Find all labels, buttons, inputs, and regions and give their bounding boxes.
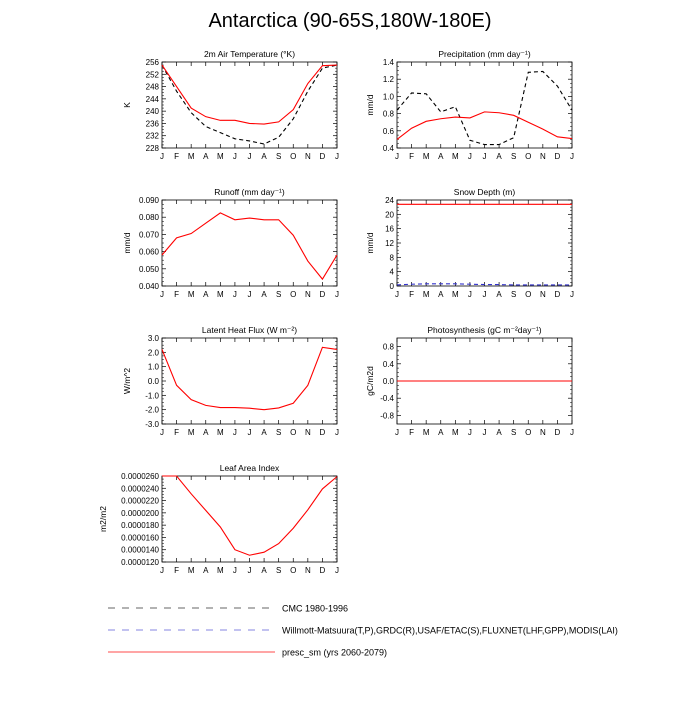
x-tick-label: N xyxy=(540,152,546,161)
x-tick-label: J xyxy=(395,290,399,299)
plot-frame xyxy=(162,200,337,286)
x-tick-label: J xyxy=(248,290,252,299)
y-tick-label: 3.0 xyxy=(148,334,160,343)
y-tick-label: 0.4 xyxy=(383,360,395,369)
y-tick-label: 0.8 xyxy=(383,110,395,119)
x-tick-label: F xyxy=(409,290,414,299)
x-tick-label: O xyxy=(525,290,531,299)
y-tick-label: 8 xyxy=(390,253,395,262)
x-tick-label: O xyxy=(525,152,531,161)
x-tick-label: F xyxy=(409,428,414,437)
x-tick-label: D xyxy=(320,152,326,161)
x-tick-label: M xyxy=(452,152,459,161)
x-tick-label: O xyxy=(290,290,296,299)
x-tick-label: S xyxy=(276,566,281,575)
y-tick-label: 0.0000140 xyxy=(121,546,159,555)
x-tick-label: A xyxy=(203,290,209,299)
x-tick-label: A xyxy=(496,428,502,437)
x-tick-label: O xyxy=(290,428,296,437)
legend-label-1: CMC 1980-1996 xyxy=(282,604,348,614)
legend-label-3: presc_sm (yrs 2060-2079) xyxy=(282,648,387,658)
x-tick-label: A xyxy=(203,566,209,575)
x-tick-label: J xyxy=(160,290,164,299)
y-tick-label: 1.4 xyxy=(383,58,395,67)
x-tick-label: N xyxy=(540,290,546,299)
panel-1 xyxy=(122,49,339,161)
x-tick-label: A xyxy=(496,152,502,161)
x-tick-label: F xyxy=(174,428,179,437)
series-line-2 xyxy=(162,65,337,124)
y-axis-label: mm/d xyxy=(365,232,375,254)
legend xyxy=(108,604,618,658)
y-tick-label: 0.0000200 xyxy=(121,509,159,518)
x-tick-label: S xyxy=(276,152,281,161)
y-tick-label: 16 xyxy=(385,225,394,234)
x-tick-label: M xyxy=(188,152,195,161)
x-tick-label: N xyxy=(305,152,311,161)
x-tick-label: M xyxy=(217,152,224,161)
y-tick-label: -0.4 xyxy=(380,394,394,403)
y-tick-label: 0.060 xyxy=(139,248,160,257)
x-tick-label: M xyxy=(188,290,195,299)
panel-2 xyxy=(365,49,574,161)
y-tick-label: 0.090 xyxy=(139,196,160,205)
x-tick-label: A xyxy=(438,152,444,161)
panel-5 xyxy=(122,325,339,437)
plot-frame xyxy=(162,338,337,424)
x-tick-label: J xyxy=(160,566,164,575)
plot-frame xyxy=(397,62,572,148)
x-tick-label: J xyxy=(160,428,164,437)
y-axis-label: W/m^2 xyxy=(122,368,132,394)
series-line-1 xyxy=(162,347,337,409)
x-tick-label: F xyxy=(174,566,179,575)
y-tick-label: 232 xyxy=(146,132,160,141)
x-tick-label: A xyxy=(203,152,209,161)
y-tick-label: 20 xyxy=(385,210,394,219)
x-tick-label: J xyxy=(395,152,399,161)
y-tick-label: 0.4 xyxy=(383,144,395,153)
y-tick-label: 24 xyxy=(385,196,394,205)
x-tick-label: D xyxy=(555,152,561,161)
x-tick-label: A xyxy=(261,152,267,161)
x-tick-label: A xyxy=(438,428,444,437)
x-tick-label: N xyxy=(305,566,311,575)
y-tick-label: 2.0 xyxy=(148,348,160,357)
panel-title: Snow Depth (m) xyxy=(454,187,516,197)
x-tick-label: N xyxy=(305,290,311,299)
y-tick-label: -1.0 xyxy=(145,391,159,400)
x-tick-label: D xyxy=(320,566,326,575)
x-tick-label: J xyxy=(468,290,472,299)
x-tick-label: J xyxy=(570,152,574,161)
x-tick-label: O xyxy=(290,566,296,575)
x-tick-label: J xyxy=(233,152,237,161)
panel-title: Leaf Area Index xyxy=(220,463,280,473)
x-tick-label: N xyxy=(540,428,546,437)
x-tick-label: J xyxy=(483,428,487,437)
y-tick-label: 0.6 xyxy=(383,127,395,136)
x-tick-label: A xyxy=(261,290,267,299)
x-tick-label: J xyxy=(483,152,487,161)
y-tick-label: 1.0 xyxy=(148,363,160,372)
panel-title: Latent Heat Flux (W m⁻²) xyxy=(202,325,297,335)
x-tick-label: D xyxy=(320,290,326,299)
plot-frame xyxy=(397,200,572,286)
x-tick-label: J xyxy=(248,152,252,161)
y-tick-label: 0.0 xyxy=(148,377,160,386)
x-tick-label: J xyxy=(483,290,487,299)
y-tick-label: -0.8 xyxy=(380,411,394,420)
x-tick-label: S xyxy=(511,290,516,299)
y-tick-label: 244 xyxy=(146,95,160,104)
y-tick-label: 1.0 xyxy=(383,92,395,101)
y-tick-label: 0.040 xyxy=(139,282,160,291)
y-axis-label: mm/d xyxy=(365,94,375,116)
x-tick-label: J xyxy=(395,428,399,437)
x-tick-label: J xyxy=(335,290,339,299)
x-tick-label: J xyxy=(160,152,164,161)
series-line-2 xyxy=(397,112,572,140)
panel-title: Precipitation (mm day⁻¹) xyxy=(438,49,531,59)
y-tick-label: 12 xyxy=(385,239,394,248)
y-axis-label: K xyxy=(122,102,132,108)
x-tick-label: A xyxy=(496,290,502,299)
x-tick-label: D xyxy=(320,428,326,437)
y-tick-label: 0.8 xyxy=(383,343,395,352)
y-tick-label: 248 xyxy=(146,83,160,92)
y-tick-label: 256 xyxy=(146,58,160,67)
series-line-1 xyxy=(162,476,337,555)
x-tick-label: J xyxy=(335,428,339,437)
y-tick-label: 0.080 xyxy=(139,213,160,222)
y-axis-label: mm/d xyxy=(122,232,132,254)
x-tick-label: J xyxy=(570,290,574,299)
panel-3 xyxy=(122,187,339,299)
x-tick-label: S xyxy=(511,152,516,161)
x-tick-label: J xyxy=(468,152,472,161)
x-tick-label: J xyxy=(468,428,472,437)
x-tick-label: A xyxy=(203,428,209,437)
x-tick-label: J xyxy=(233,428,237,437)
y-tick-label: 236 xyxy=(146,119,160,128)
y-tick-label: 0.0000160 xyxy=(121,533,159,542)
y-tick-label: -2.0 xyxy=(145,406,159,415)
x-tick-label: F xyxy=(174,290,179,299)
plot-frame xyxy=(162,62,337,148)
panel-4 xyxy=(365,187,574,299)
y-tick-label: 0.0000120 xyxy=(121,558,159,567)
x-tick-label: M xyxy=(452,290,459,299)
x-tick-label: O xyxy=(525,428,531,437)
x-tick-label: M xyxy=(423,428,430,437)
y-tick-label: 228 xyxy=(146,144,160,153)
y-tick-label: 0.0000180 xyxy=(121,521,159,530)
y-tick-label: -3.0 xyxy=(145,420,159,429)
x-tick-label: A xyxy=(261,428,267,437)
x-tick-label: O xyxy=(290,152,296,161)
figure-title: Antarctica (90-65S,180W-180E) xyxy=(0,10,700,33)
series-line-1 xyxy=(162,213,337,279)
x-tick-label: M xyxy=(452,428,459,437)
x-tick-label: M xyxy=(217,428,224,437)
y-tick-label: 4 xyxy=(390,268,395,277)
y-axis-label: gC/m2d xyxy=(365,366,375,396)
series-line-1 xyxy=(397,71,572,144)
y-tick-label: 0.0 xyxy=(383,377,395,386)
y-tick-label: 0.0000220 xyxy=(121,497,159,506)
y-tick-label: 0.0000260 xyxy=(121,472,159,481)
y-tick-label: 0.050 xyxy=(139,265,160,274)
x-tick-label: F xyxy=(174,152,179,161)
x-tick-label: M xyxy=(217,290,224,299)
x-tick-label: J xyxy=(570,428,574,437)
x-tick-label: M xyxy=(188,566,195,575)
x-tick-label: J xyxy=(335,566,339,575)
panel-6 xyxy=(365,325,574,437)
x-tick-label: M xyxy=(423,152,430,161)
legend-label-2: Willmott-Matsuura(T,P),GRDC(R),USAF/ETAC(S),FLUXNET(LHF,GPP),MODIS(LAI) xyxy=(282,626,618,636)
x-tick-label: M xyxy=(188,428,195,437)
x-tick-label: J xyxy=(248,428,252,437)
x-tick-label: J xyxy=(335,152,339,161)
x-tick-label: J xyxy=(233,290,237,299)
x-tick-label: J xyxy=(233,566,237,575)
x-tick-label: N xyxy=(305,428,311,437)
y-tick-label: 0.0000240 xyxy=(121,484,159,493)
x-tick-label: S xyxy=(276,428,281,437)
x-tick-label: J xyxy=(248,566,252,575)
panel-title: Photosynthesis (gC m⁻²day⁻¹) xyxy=(427,325,541,335)
x-tick-label: F xyxy=(409,152,414,161)
x-tick-label: M xyxy=(217,566,224,575)
x-tick-label: D xyxy=(555,290,561,299)
y-axis-label: m2/m2 xyxy=(98,506,108,532)
x-tick-label: A xyxy=(438,290,444,299)
y-tick-label: 0 xyxy=(390,282,395,291)
panel-7 xyxy=(98,463,339,575)
x-tick-label: D xyxy=(555,428,561,437)
x-tick-label: M xyxy=(423,290,430,299)
y-tick-label: 0.070 xyxy=(139,230,160,239)
y-tick-label: 252 xyxy=(146,70,160,79)
x-tick-label: S xyxy=(276,290,281,299)
x-tick-label: A xyxy=(261,566,267,575)
plot-frame xyxy=(162,476,337,562)
panel-title: Runoff (mm day⁻¹) xyxy=(214,187,285,197)
y-tick-label: 240 xyxy=(146,107,160,116)
y-tick-label: 1.2 xyxy=(383,75,395,84)
panel-title: 2m Air Temperature (°K) xyxy=(204,49,295,59)
x-tick-label: S xyxy=(511,428,516,437)
